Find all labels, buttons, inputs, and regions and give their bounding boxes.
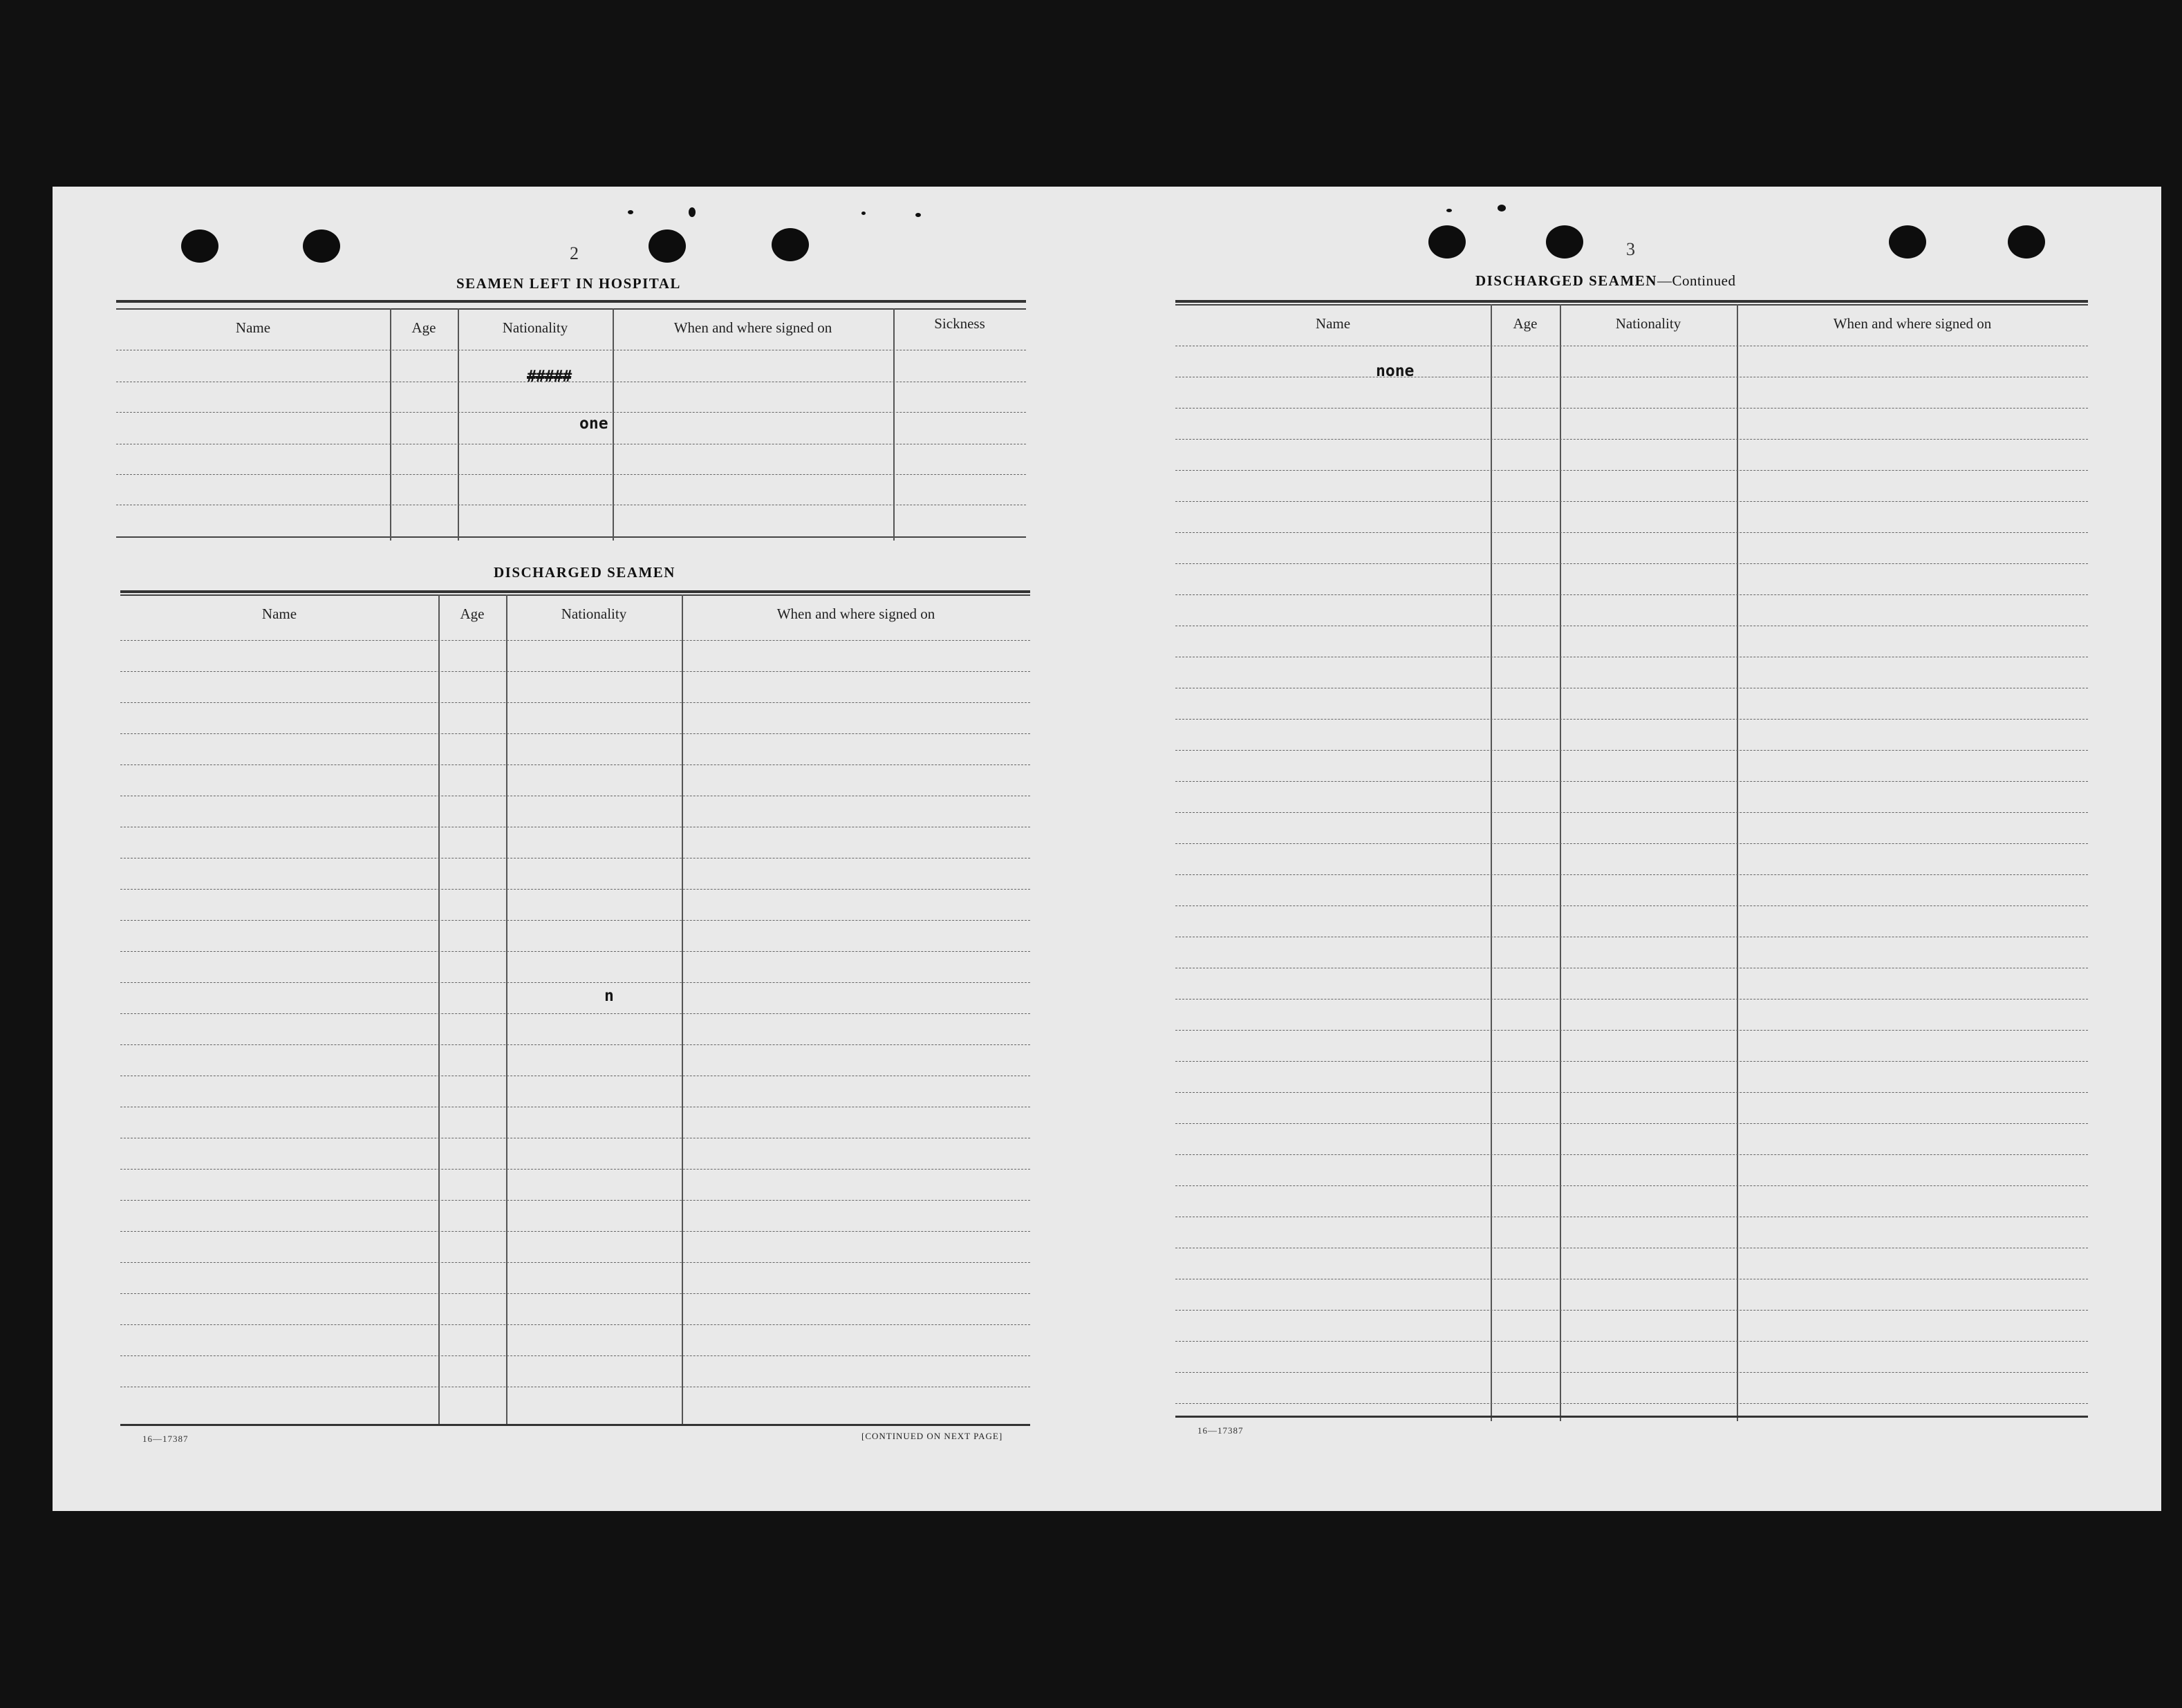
column-header-name: Name [261,606,297,622]
punch-hole [1546,225,1583,259]
section-rule [116,300,1026,303]
column-header-sickness: Sickness [934,315,985,332]
discharged-table [120,594,1030,1424]
discharged-continued-table [1175,304,2088,1421]
form-number: 16—17387 [142,1434,189,1444]
ink-speck [1446,209,1452,212]
page-number: 2 [570,243,579,263]
discharged-continued-title [1475,272,1735,290]
punch-hole [1428,225,1466,259]
discharged-section-title: DISCHARGED SEAMEN [494,564,675,581]
page-number: 3 [1626,239,1635,259]
handwritten-entry-none: none [1376,362,1415,380]
column-header-age: Age [411,319,436,336]
ink-speck [861,212,866,215]
column-header-name: Name [1315,315,1351,332]
title-suffix: —Continued [1657,272,1736,289]
punch-hole [1889,225,1926,259]
punch-hole [649,229,686,263]
ink-speck [1498,205,1506,212]
ink-speck [915,213,921,217]
column-header-age: Age [460,606,485,622]
column-header-nationality: Nationality [561,606,627,622]
punch-hole [303,229,340,263]
column-header-age: Age [1513,315,1538,332]
column-header-signed-on: When and where signed on [1833,315,1992,332]
column-header-signed-on: When and where signed on [673,319,832,336]
punch-hole [2008,225,2045,259]
table-bottom-rule [1175,1416,2088,1418]
title-text: DISCHARGED SEAMEN [1475,272,1657,289]
column-header-signed-on: When and where signed on [776,606,935,622]
hospital-table [116,308,1026,541]
table-bottom-rule [120,1424,1030,1426]
crossed-out-entry: ##### [527,368,572,386]
document-sheet [53,187,2161,1511]
punch-hole [181,229,218,263]
handwritten-entry-one: one [579,415,608,433]
section-rule [1175,300,2088,303]
punch-hole [772,228,809,261]
ink-speck [628,210,633,214]
handwritten-entry-n: n [604,987,614,1005]
hospital-section-title: SEAMEN LEFT IN HOSPITAL [456,275,681,292]
column-header-nationality: Nationality [502,319,568,336]
ink-speck [689,207,696,217]
continued-note: [CONTINUED ON NEXT PAGE] [861,1431,1003,1441]
column-header-name: Name [235,319,271,336]
section-rule [120,590,1030,593]
form-number: 16—17387 [1197,1425,1244,1436]
column-header-nationality: Nationality [1615,315,1681,332]
